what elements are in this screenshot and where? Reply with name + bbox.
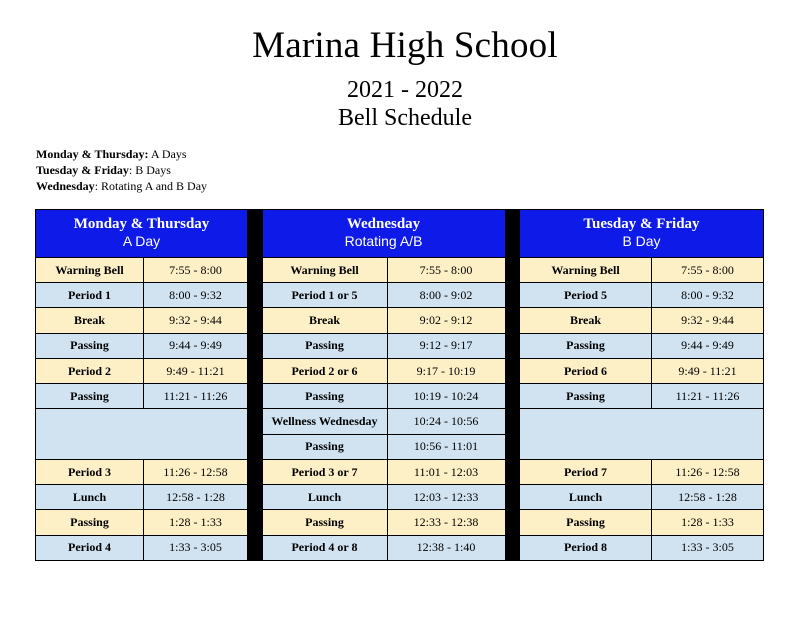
table-row	[36, 283, 247, 307]
day-info-line	[36, 147, 187, 162]
schedule-day-type: B Day	[622, 233, 661, 250]
period-name: Period 6	[520, 359, 651, 383]
period-time: 9:49 - 11:21	[144, 359, 247, 383]
table-row	[263, 359, 505, 383]
period-name: Passing	[263, 510, 387, 534]
blank-cell	[36, 409, 247, 459]
period-time: 11:21 - 11:26	[652, 384, 763, 408]
period-name: Period 2	[36, 359, 143, 383]
schedule-header	[36, 210, 247, 257]
period-time: 10:19 - 10:24	[388, 384, 505, 408]
schedule-wednesday	[262, 209, 506, 561]
day-info-value: : B Days	[128, 163, 171, 177]
period-time: 8:00 - 9:02	[388, 283, 505, 307]
period-name: Period 4	[36, 536, 143, 560]
period-time: 9:44 - 9:49	[144, 334, 247, 358]
bell-schedule-table	[35, 209, 764, 561]
schedule-header	[263, 210, 505, 257]
schedule-subtitle: Bell Schedule	[338, 105, 472, 131]
period-time: 11:26 - 12:58	[144, 460, 247, 484]
period-name: Passing	[36, 334, 143, 358]
period-time: 12:03 - 12:33	[388, 485, 505, 509]
period-time: 9:32 - 9:44	[652, 308, 763, 332]
schedule-day-type: A Day	[122, 233, 161, 250]
period-time: 1:28 - 1:33	[144, 510, 247, 534]
period-time: 12:38 - 1:40	[388, 536, 505, 560]
period-name: Period 8	[520, 536, 651, 560]
day-info-label: Tuesday & Friday	[36, 163, 129, 177]
period-time: 12:58 - 1:28	[652, 485, 763, 509]
table-row	[263, 536, 505, 560]
period-time: 9:32 - 9:44	[144, 308, 247, 332]
table-row	[36, 536, 247, 560]
table-row	[36, 308, 247, 332]
period-time: 7:55 - 8:00	[144, 258, 247, 282]
schedule-title: Monday & Thursday	[73, 216, 210, 233]
table-row	[36, 384, 247, 408]
table-row	[36, 334, 247, 358]
table-row	[263, 258, 505, 282]
blank-cell	[520, 409, 763, 459]
day-info-label: Wednesday	[36, 179, 95, 193]
period-name: Passing	[36, 384, 143, 408]
period-time: 12:33 - 12:38	[388, 510, 505, 534]
period-time: 11:21 - 11:26	[144, 384, 247, 408]
table-row	[263, 308, 505, 332]
period-name: Warning Bell	[263, 258, 387, 282]
period-name: Passing	[520, 334, 651, 358]
table-row	[36, 258, 247, 282]
table-row	[263, 409, 505, 433]
period-name: Period 2 or 6	[263, 359, 387, 383]
period-name: Passing	[263, 384, 387, 408]
page-title: Marina High School	[252, 25, 558, 66]
period-name: Period 4 or 8	[263, 536, 387, 560]
day-info-line	[36, 163, 171, 178]
table-row	[520, 536, 763, 560]
period-time: 7:55 - 8:00	[388, 258, 505, 282]
period-name: Passing	[263, 435, 387, 459]
table-row	[520, 283, 763, 307]
period-time: 10:56 - 11:01	[388, 435, 505, 459]
period-name: Passing	[520, 384, 651, 408]
school-year: 2021 - 2022	[347, 77, 463, 103]
period-time: 11:26 - 12:58	[652, 460, 763, 484]
period-name: Lunch	[263, 485, 387, 509]
schedule-day-type: Rotating A/B	[344, 233, 423, 250]
period-name: Warning Bell	[520, 258, 651, 282]
schedule-header	[520, 210, 763, 257]
day-info-value: A Days	[148, 147, 187, 161]
table-row	[263, 435, 505, 459]
table-row	[520, 258, 763, 282]
table-row	[36, 485, 247, 509]
schedule-title: Tuesday & Friday	[583, 216, 700, 233]
period-name: Passing	[263, 334, 387, 358]
period-name: Break	[36, 308, 143, 332]
table-row	[263, 384, 505, 408]
table-row	[263, 485, 505, 509]
table-row	[520, 384, 763, 408]
period-time: 1:33 - 3:05	[144, 536, 247, 560]
table-row	[520, 510, 763, 534]
period-name: Period 5	[520, 283, 651, 307]
period-name: Period 3	[36, 460, 143, 484]
table-row	[263, 334, 505, 358]
period-name: Break	[520, 308, 651, 332]
table-row	[520, 308, 763, 332]
period-time: 9:44 - 9:49	[652, 334, 763, 358]
period-time: 8:00 - 9:32	[144, 283, 247, 307]
period-time: 9:12 - 9:17	[388, 334, 505, 358]
period-name: Period 3 or 7	[263, 460, 387, 484]
period-time: 7:55 - 8:00	[652, 258, 763, 282]
table-row	[520, 359, 763, 383]
period-time: 11:01 - 12:03	[388, 460, 505, 484]
period-name: Break	[263, 308, 387, 332]
period-name: Period 1 or 5	[263, 283, 387, 307]
schedule-a-day	[35, 209, 248, 561]
schedule-b-day	[519, 209, 764, 561]
period-name: Lunch	[36, 485, 143, 509]
period-name: Passing	[520, 510, 651, 534]
table-row	[263, 283, 505, 307]
table-row	[36, 510, 247, 534]
schedule-title: Wednesday	[346, 216, 421, 233]
day-info-value: : Rotating A and B Day	[94, 179, 208, 193]
day-info-label: Monday & Thursday:	[36, 147, 149, 161]
table-row	[36, 359, 247, 383]
period-time: 9:49 - 11:21	[652, 359, 763, 383]
period-name: Warning Bell	[36, 258, 143, 282]
period-name: Wellness Wednesday	[263, 409, 387, 433]
period-name: Period 7	[520, 460, 651, 484]
period-time: 12:58 - 1:28	[144, 485, 247, 509]
period-time: 8:00 - 9:32	[652, 283, 763, 307]
period-time: 10:24 - 10:56	[388, 409, 505, 433]
period-time: 1:33 - 3:05	[652, 536, 763, 560]
day-info-line	[36, 179, 207, 194]
table-row	[520, 485, 763, 509]
table-row	[263, 510, 505, 534]
table-row	[520, 334, 763, 358]
period-time: 9:17 - 10:19	[388, 359, 505, 383]
table-row	[263, 460, 505, 484]
period-name: Passing	[36, 510, 143, 534]
period-name: Period 1	[36, 283, 143, 307]
table-row	[520, 460, 763, 484]
period-time: 1:28 - 1:33	[652, 510, 763, 534]
period-time: 9:02 - 9:12	[388, 308, 505, 332]
period-name: Lunch	[520, 485, 651, 509]
table-row	[36, 460, 247, 484]
